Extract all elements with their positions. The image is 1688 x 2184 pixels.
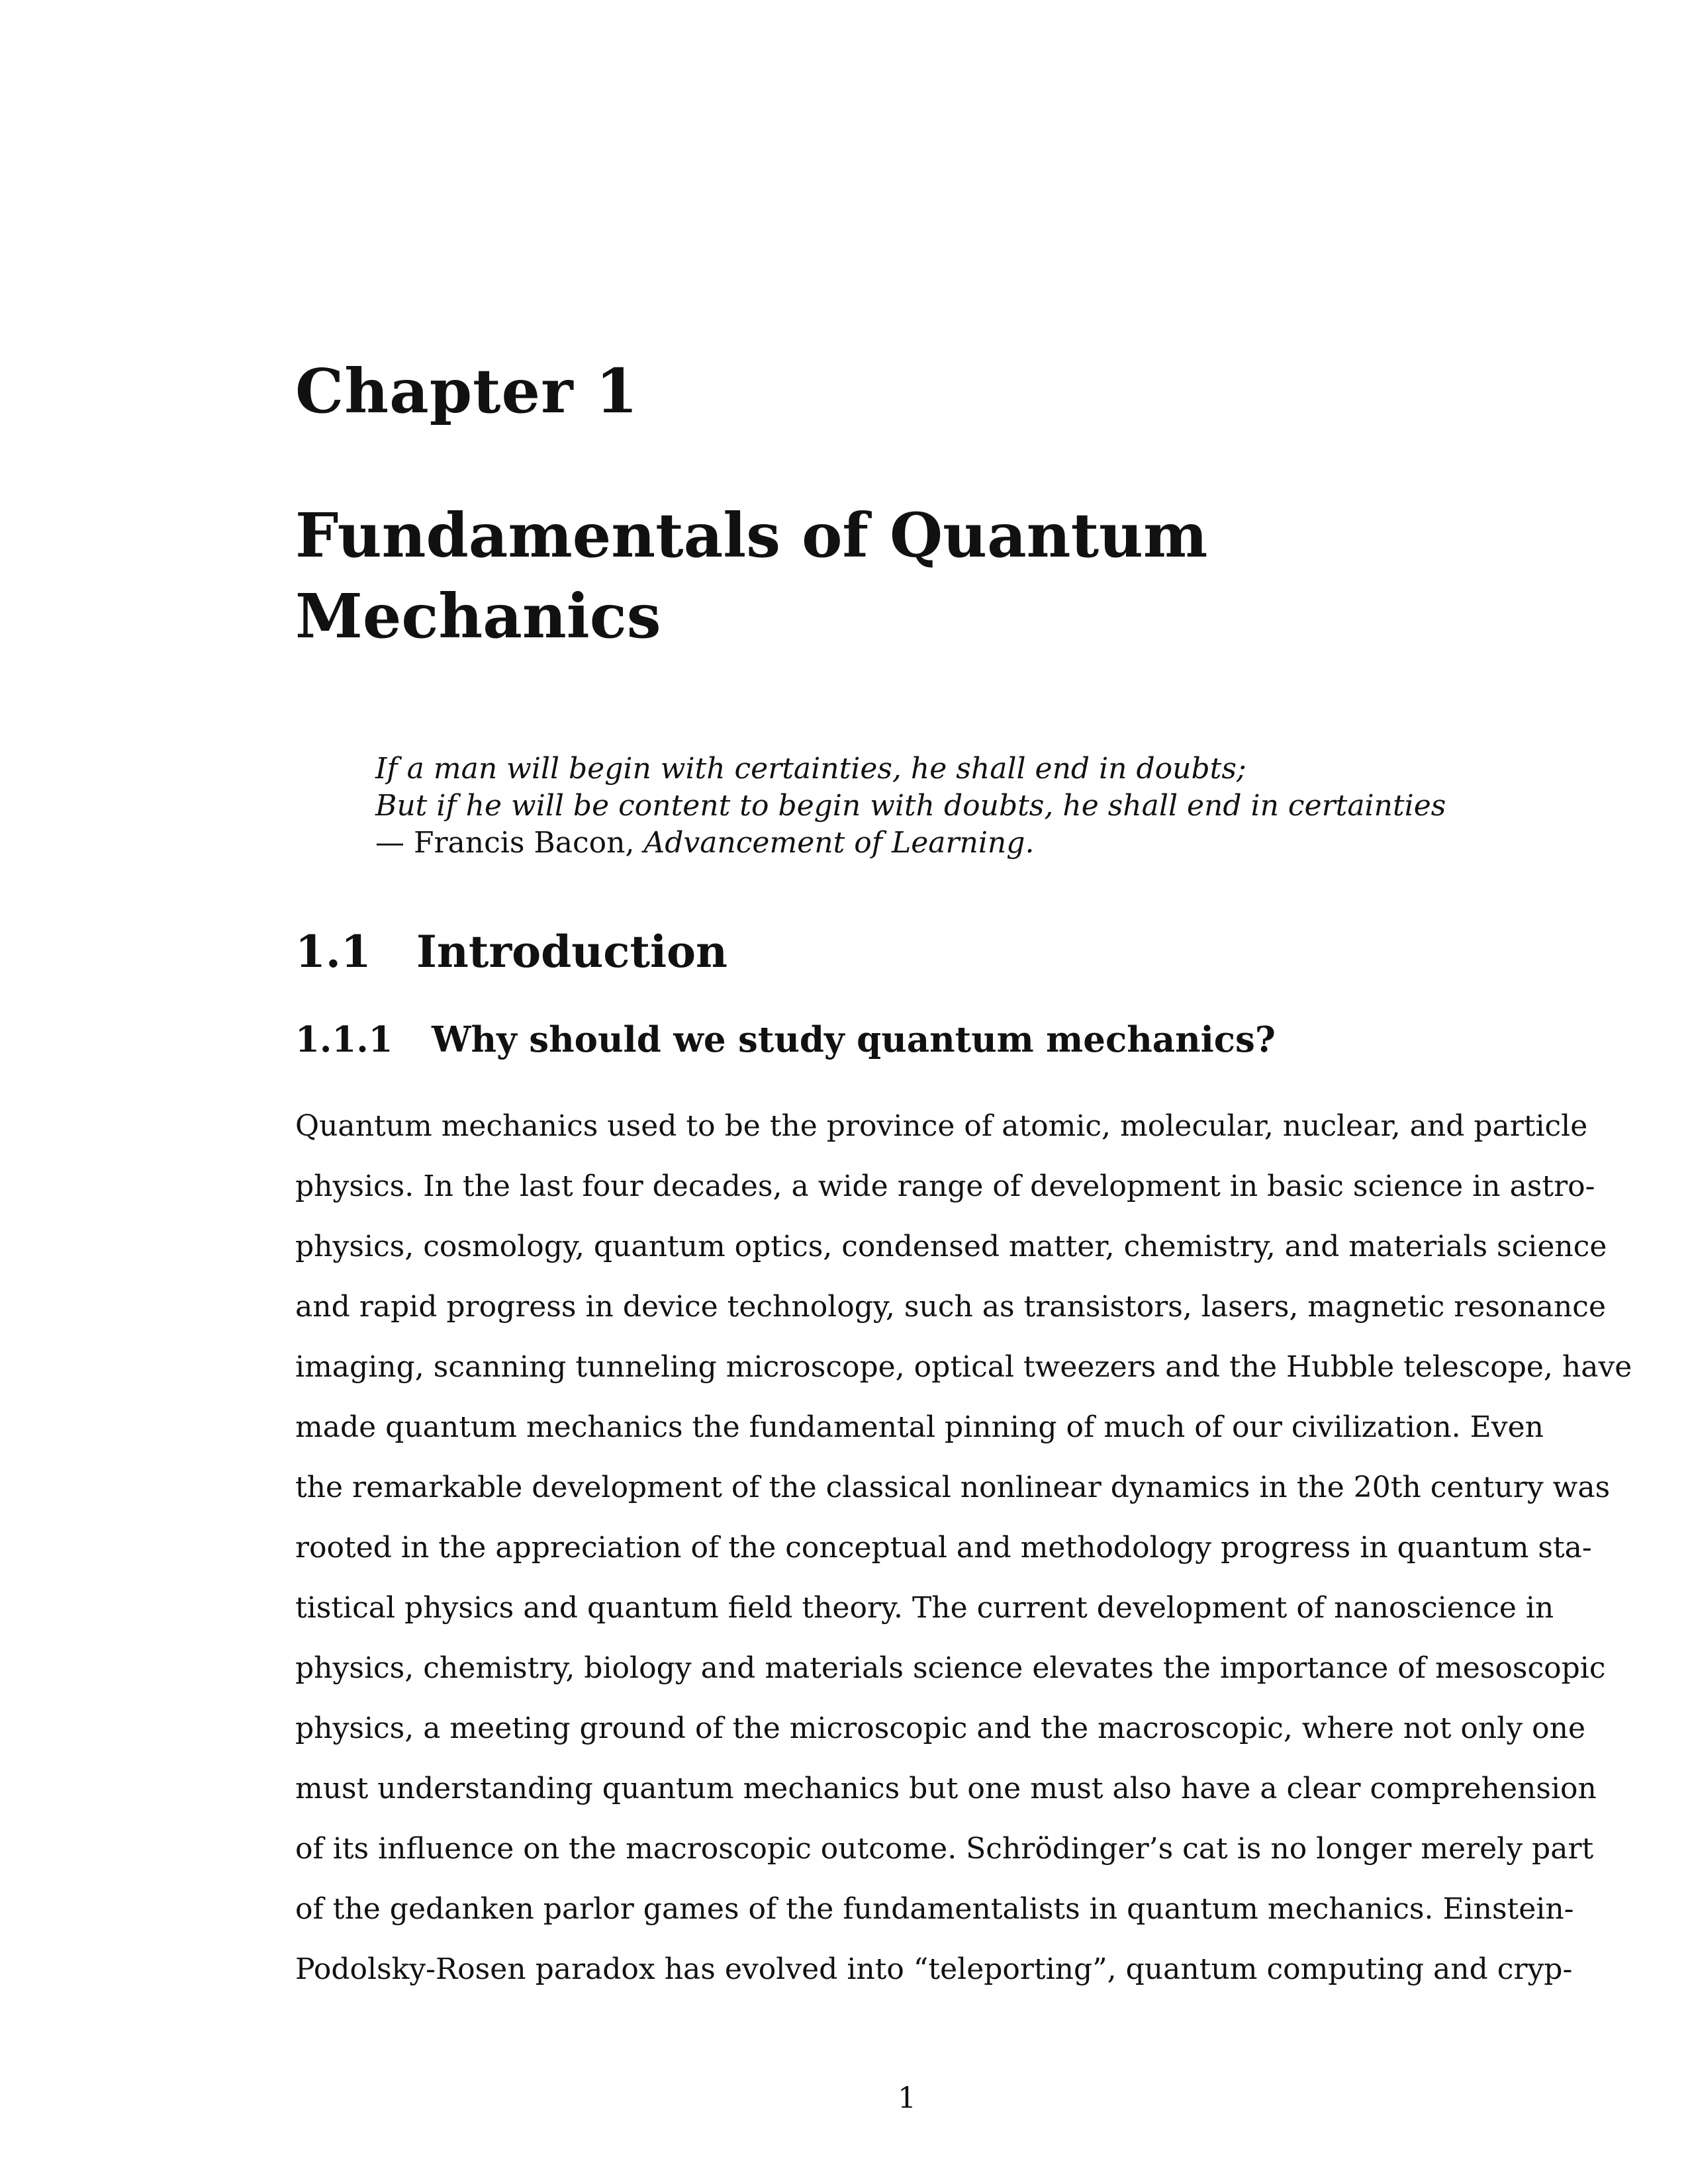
- body-line: physics. In the last four decades, a wide range of development in basic science in astro-: [295, 1169, 1595, 1203]
- body-line: physics, cosmology, quantum optics, condensed matter, chemistry, and materials science: [295, 1230, 1607, 1263]
- epigraph-attribution-author: — Francis Bacon,: [375, 826, 644, 860]
- section-heading: [295, 926, 728, 978]
- subsection-number: 1.1.1: [295, 1019, 393, 1060]
- epigraph-attribution: [375, 825, 1501, 862]
- body-line: and rapid progress in device technology, such as transistors, lasers, magnetic resonance: [295, 1290, 1606, 1324]
- epigraph-line: But if he will be content to begin with doubts, he shall end in certainties: [375, 789, 1446, 823]
- section-title: Introduction: [416, 926, 728, 978]
- body-line: must understanding quantum mechanics but one must also have a clear comprehension: [295, 1772, 1597, 1805]
- chapter-title-line: Mechanics: [295, 580, 661, 652]
- body-line: of its influence on the macroscopic outcome. Schrödinger’s cat is no longer merely part: [295, 1832, 1594, 1866]
- chapter-label: Chapter 1: [295, 355, 639, 427]
- body-line: physics, a meeting ground of the microscopic and the macroscopic, where not only one: [295, 1711, 1585, 1745]
- body-line: made quantum mechanics the fundamental pinning of much of our civilization. Even: [295, 1410, 1544, 1444]
- body-paragraph: [295, 1107, 1632, 2010]
- chapter-title: [295, 495, 1421, 657]
- epigraph-attribution-work: Advancement of Learning.: [643, 826, 1035, 860]
- body-line: rooted in the appreciation of the conceptual and methodology progress in quantum sta-: [295, 1531, 1592, 1565]
- body-line: imaging, scanning tunneling microscope, optical tweezers and the Hubble telescope, have: [295, 1350, 1632, 1384]
- body-line: tistical physics and quantum field theory. The current development of nanoscience in: [295, 1591, 1554, 1625]
- epigraph: [375, 751, 1501, 862]
- page-number: 1: [898, 2081, 916, 2115]
- chapter-title-line: Fundamentals of Quantum: [295, 500, 1208, 571]
- body-line: of the gedanken parlor games of the fundamentalists in quantum mechanics. Einstein-: [295, 1892, 1574, 1926]
- body-line: the remarkable development of the classical nonlinear dynamics in the 20th century was: [295, 1471, 1611, 1504]
- body-line: Podolsky-Rosen paradox has evolved into “teleporting”, quantum computing and cryp-: [295, 1952, 1573, 1986]
- section-number: 1.1: [295, 926, 371, 978]
- body-line: physics, chemistry, biology and materials science elevates the importance of mesoscopic: [295, 1651, 1606, 1685]
- epigraph-line: If a man will begin with certainties, he shall end in doubts;: [375, 752, 1246, 786]
- subsection-title: Why should we study quantum mechanics?: [432, 1019, 1276, 1060]
- subsection-heading: [295, 1019, 1276, 1060]
- body-line: Quantum mechanics used to be the province of atomic, molecular, nuclear, and particle: [295, 1109, 1588, 1143]
